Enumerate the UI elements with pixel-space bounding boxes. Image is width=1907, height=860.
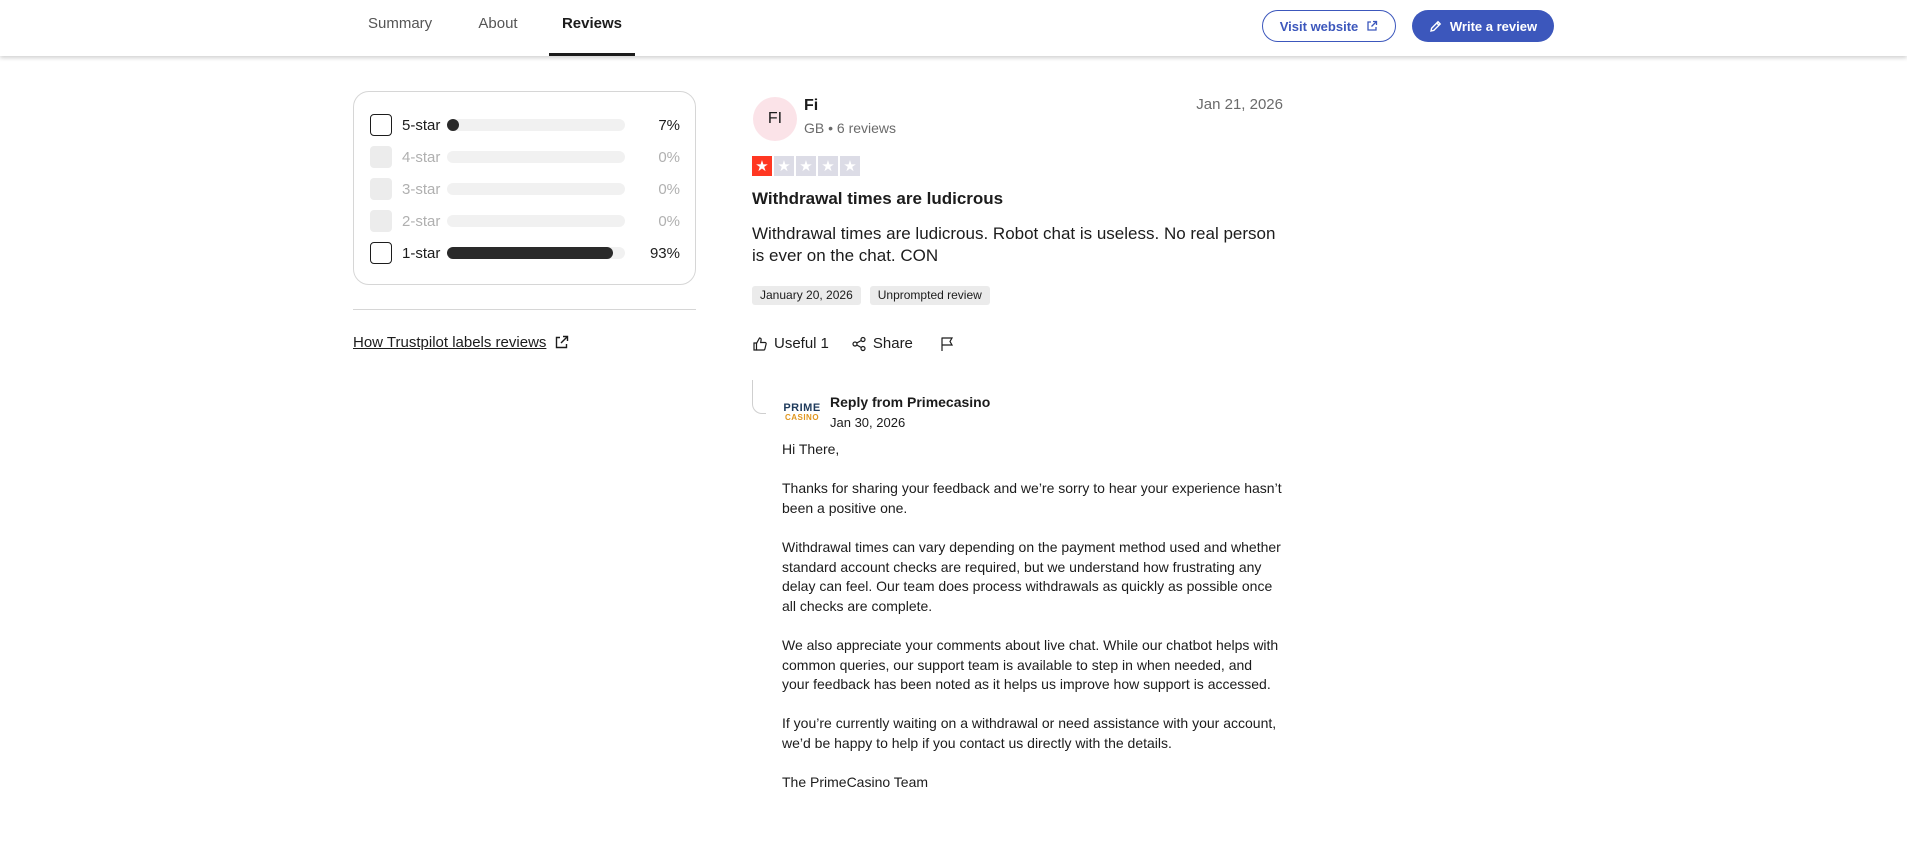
visit-website-button[interactable]: [1262, 10, 1396, 42]
reply-date: Jan 30, 2026: [830, 415, 906, 430]
unprompted-review-badge[interactable]: Unprompted review: [870, 286, 990, 305]
rating-label: 4-star: [402, 148, 441, 166]
rating-checkbox[interactable]: [370, 210, 392, 232]
company-logo-line2: CASINO: [784, 413, 820, 422]
rating-bar: [447, 215, 625, 227]
write-review-button[interactable]: [1412, 10, 1554, 42]
rating-checkbox[interactable]: [370, 178, 392, 200]
reply-body: [782, 440, 1282, 812]
share-button[interactable]: [851, 335, 913, 352]
useful-count: 1: [820, 335, 829, 352]
share-label: Share: [872, 335, 913, 352]
company-logo: [783, 403, 821, 422]
external-link-icon: [554, 335, 569, 350]
experience-date-badge: January 20, 2026: [752, 286, 861, 305]
rating-label: 2-star: [402, 212, 441, 230]
star-empty-icon: ★: [796, 156, 816, 176]
reply-paragraph: Withdrawal times can vary depending on the payment method used and whether standard account checks are required, but we understand how frustrating any delay can feel. Our team does process withdrawals as quickly as possible once all checks are complete.: [782, 538, 1281, 614]
rating-percent: 7%: [658, 116, 680, 134]
rating-label: 5-star: [402, 116, 441, 134]
rating-percent: 0%: [658, 212, 680, 230]
reply-from: Reply from Primecasino: [830, 394, 991, 410]
how-link-label: How Trustpilot labels reviews: [353, 334, 547, 351]
review-date: Jan 21, 2026: [1196, 96, 1283, 113]
rating-checkbox[interactable]: [370, 146, 392, 168]
reply-connector-line: [752, 380, 766, 414]
star-empty-icon: ★: [818, 156, 838, 176]
reviewer-name[interactable]: Fi: [804, 97, 819, 114]
rating-percent: 0%: [658, 148, 680, 166]
useful-button[interactable]: [752, 335, 829, 352]
review-body: Withdrawal times are ludicrous. Robot chat is useless. No real person is ever on the chat. CON: [752, 224, 1276, 265]
review-title[interactable]: Withdrawal times are ludicrous: [752, 189, 1004, 208]
top-nav-bar: [0, 0, 1907, 56]
write-review-label: Write a review: [1449, 18, 1538, 34]
rating-filter-row[interactable]: [370, 145, 680, 169]
how-trustpilot-labels-link[interactable]: [353, 334, 569, 351]
visit-website-label: Visit website: [1279, 18, 1359, 34]
rating-checkbox[interactable]: [370, 114, 392, 136]
divider: [353, 309, 696, 310]
thumbs-up-icon: [752, 336, 768, 352]
company-logo-line1: PRIME: [783, 402, 821, 414]
rating-bar-fill: [447, 247, 613, 259]
flag-icon: [939, 336, 955, 352]
external-link-icon: [1366, 20, 1378, 32]
reply-paragraph: If you’re currently waiting on a withdrawal or need assistance with your account, we’d be happy to help if you contact us directly with the details.: [782, 715, 1277, 751]
rating-bar: [447, 183, 625, 195]
rating-percent: 0%: [658, 180, 680, 198]
rating-bar-fill: [447, 119, 459, 131]
star-empty-icon: ★: [774, 156, 794, 176]
reviewer-meta: GB • 6 reviews: [804, 120, 897, 136]
rating-filter-row[interactable]: [370, 113, 680, 137]
tab-reviews[interactable]: Reviews: [549, 0, 635, 56]
share-icon: [851, 336, 867, 352]
rating-label: 3-star: [402, 180, 441, 198]
report-flag-button[interactable]: [939, 336, 955, 352]
rating-bar: [447, 119, 625, 131]
star-filled-icon: ★: [752, 156, 772, 176]
reply-paragraph: We also appreciate your comments about live chat. While our chatbot helps with common queries, our support team is available to step in when needed, and your feedback has been noted as it helps us improve how support is accessed.: [782, 636, 1279, 693]
rating-filter-row[interactable]: [370, 241, 680, 265]
tab-about[interactable]: About: [478, 15, 518, 32]
reply-paragraph: Hi There,: [782, 441, 840, 457]
rating-checkbox[interactable]: [370, 242, 392, 264]
rating-bar: [447, 247, 625, 259]
reply-paragraph: Thanks for sharing your feedback and we’re sorry to hear your experience hasn’t been a positive one.: [782, 480, 1282, 516]
pencil-icon: [1429, 20, 1442, 33]
rating-percent: 93%: [649, 244, 680, 262]
avatar[interactable]: FI: [753, 97, 797, 141]
star-rating: [752, 156, 860, 176]
rating-filter-row[interactable]: [370, 177, 680, 201]
rating-filter-panel: [353, 91, 696, 285]
star-empty-icon: ★: [840, 156, 860, 176]
useful-label: Useful: [774, 335, 817, 352]
review-tags: [752, 286, 990, 305]
tab-summary[interactable]: Summary: [368, 15, 433, 32]
review-actions: [752, 335, 955, 352]
rating-filter-row[interactable]: [370, 209, 680, 233]
reply-paragraph: The PrimeCasino Team: [782, 774, 929, 791]
rating-label: 1-star: [402, 244, 441, 262]
rating-bar: [447, 151, 625, 163]
